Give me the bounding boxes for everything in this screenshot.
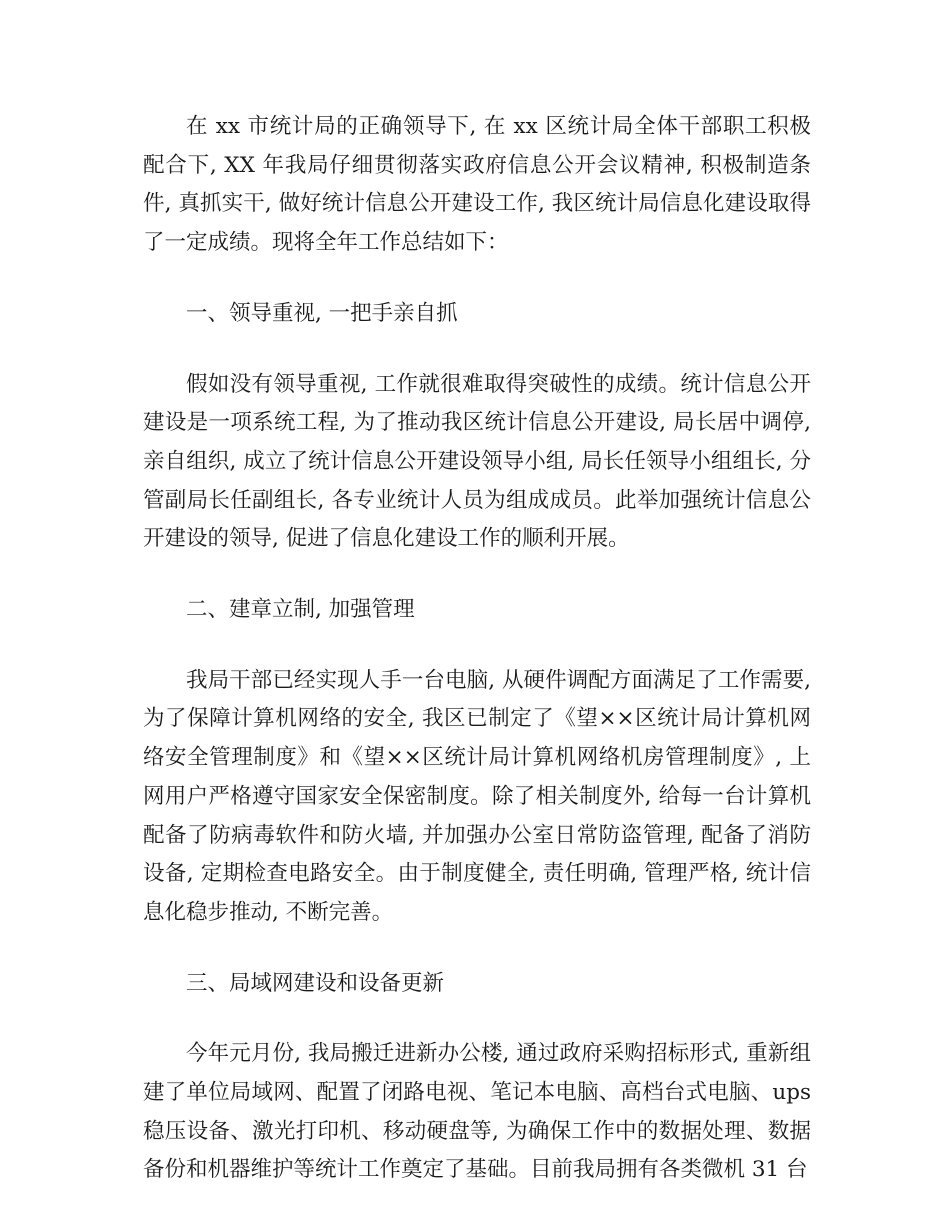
- section-1-paragraph: 假如没有领导重视, 工作就很难取得突破性的成绩。统计信息公开建设是一项系统工程, 为了推动我区统计信息公开建设, 局长居中调停, 亲自组织, 成立了统计信息公开建设领导小组, 局长任领导小组组长, 分管副局长任副组长, 各专业统计人员为组成成员。此举加强统计信息公开建设的领导, 促进了信息化建设工作的顺利开展。: [143, 371, 811, 552]
- section-2-paragraph: 我局干部已经实现人手一台电脑, 从硬件调配方面满足了工作需要, 为了保障计算机网络的安全, 我区已制定了《望××区统计局计算机网络安全管理制度》和《望××区统计局计算机网络机房管理制度》, 上网用户严格遵守国家安全保密制度。除了相关制度外, 给每一台计算机配备了防病毒软件和防火墙, 并加强办公室日常防盗管理, 配备了消防设备, 定期检查电路安全。由于制度健全, 责任明确, 管理严格, 统计信息化稳步推动, 不断完善。: [143, 667, 811, 925]
- section-heading-2: 二、建章立制, 加强管理: [186, 597, 415, 623]
- intro-paragraph: 在 xx 市统计局的正确领导下, 在 xx 区统计局全体干部职工积极配合下, XX 年我局仔细贯彻落实政府信息公开会议精神, 积极制造条件, 真抓实干, 做好统计信息公开建设工作, 我区统计局信息化建设取得了一定成绩。现将全年工作总结如下：: [143, 114, 811, 256]
- paragraph-gap: [143, 559, 811, 591]
- paragraph-gap: [143, 334, 811, 366]
- paragraph-gap: [143, 1003, 811, 1035]
- section-heading-1: 一、领导重视, 一把手亲自抓: [186, 300, 458, 326]
- paragraph-gap: [143, 263, 811, 295]
- paragraph-gap: [143, 630, 811, 662]
- document-body: [143, 108, 811, 1190]
- section-heading-3: 三、局域网建设和设备更新: [186, 970, 445, 996]
- section-3-paragraph: 今年元月份, 我局搬迁进新办公楼, 通过政府采购招标形式, 重新组建了单位局域网、配置了闭路电视、笔记本电脑、高档台式电脑、ups 稳压设备、激光打印机、移动硬盘等, 为确保工作中的数据处理、数据备份和机器维护等统计工作奠定了基础。目前我局拥有各类微机 31 台: [143, 1041, 811, 1183]
- paragraph-gap: [143, 933, 811, 965]
